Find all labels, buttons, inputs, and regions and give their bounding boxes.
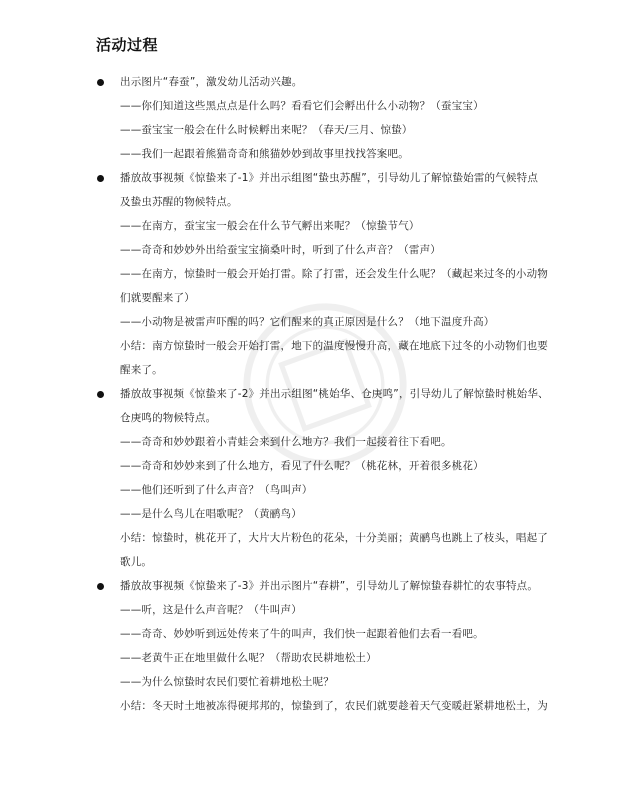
question-line: ——在南方，蚕宝宝一般会在什么节气孵出来呢？（惊蛰节气） bbox=[120, 220, 420, 232]
step-heading-text: 播放故事视频《惊蛰来了-2》并出示组图“桃始华、仓庚鸣”，引导幼儿了解惊蛰时桃始华、 bbox=[120, 388, 549, 400]
question-line: ——在南方，惊蛰时一般会开始打雷。除了打雷，还会发生什么呢？（藏起来过冬的小动物 bbox=[120, 268, 548, 280]
step-heading bbox=[94, 574, 567, 598]
bullet-dot-icon bbox=[97, 79, 104, 86]
summary-line: 小结：南方惊蛰时一般会开始打雷，地下的温度慢慢升高，藏在地底下过冬的小动物们也要 bbox=[120, 340, 548, 352]
question-line: ——我们一起跟着熊猫奇奇和熊猫妙妙到故事里找找答案吧。 bbox=[120, 148, 409, 160]
question-line: ——奇奇和妙妙外出给蚕宝宝摘桑叶时，听到了什么声音？（雷声） bbox=[120, 244, 441, 256]
question-line: ——蚕宝宝一般会在什么时候孵出来呢？（春天/三月、惊蛰） bbox=[120, 124, 413, 136]
question-line: ——老黄牛正在地里做什么呢？（帮助农民耕地松土） bbox=[120, 652, 377, 664]
step-heading-text: 出示图片“春蚕”，激发幼儿活动兴趣。 bbox=[120, 76, 303, 88]
step-heading bbox=[94, 382, 567, 406]
question-line: ——是什么鸟儿在唱歌呢？（黄鹂鸟） bbox=[120, 508, 302, 520]
step-heading-text: 播放故事视频《惊蛰来了-1》并出示组图“蛰虫苏醒”，引导幼儿了解惊蛰始雷的气候特点 bbox=[120, 172, 539, 184]
step-heading-text: 播放故事视频《惊蛰来了-3》并出示图片“春耕”，引导幼儿了解惊蛰春耕忙的农事特点。 bbox=[120, 580, 539, 592]
step-heading bbox=[94, 70, 567, 94]
question-line: ——听，这是什么声音呢？（牛叫声） bbox=[120, 604, 302, 616]
summary-line-continuation: 醒来了。 bbox=[120, 364, 163, 376]
summary-line-continuation: 歌儿。 bbox=[120, 556, 153, 568]
process-step-4 bbox=[94, 574, 567, 718]
bullet-dot-icon bbox=[97, 391, 104, 398]
step-heading-continuation: 仓庚鸣的物候特点。 bbox=[120, 412, 217, 424]
summary-line: 小结：惊蛰时，桃花开了，大片大片粉色的花朵，十分美丽；黄鹂鸟也跳上了枝头，唱起了 bbox=[120, 532, 548, 544]
step-heading bbox=[94, 166, 567, 190]
question-line: ——奇奇、妙妙听到远处传来了牛的叫声，我们快一起跟着他们去看一看吧。 bbox=[120, 628, 484, 640]
question-line: ——他们还听到了什么声音？（鸟叫声） bbox=[120, 484, 313, 496]
step-heading-continuation: 及蛰虫苏醒的物候特点。 bbox=[120, 196, 238, 208]
bullet-dot-icon bbox=[97, 175, 104, 182]
question-line: ——你们知道这些黑点点是什么吗？看看它们会孵出什么小动物？（蚕宝宝） bbox=[120, 100, 484, 112]
question-line-continuation: 们就要醒来了） bbox=[120, 292, 195, 304]
summary-line: 小结：冬天时土地被冻得硬邦邦的，惊蛰到了，农民们就要趁着天气变暖赶紧耕地松土，为 bbox=[120, 700, 548, 712]
question-line: ——小动物是被雷声吓醒的吗？它们醒来的真正原因是什么？（地下温度升高） bbox=[120, 316, 495, 328]
page-title: 活动过程 bbox=[96, 36, 159, 54]
question-line: ——奇奇和妙妙跟着小青蛙会来到什么地方？我们一起接着往下看吧。 bbox=[120, 436, 452, 448]
bullet-dot-icon bbox=[97, 583, 104, 590]
process-step-1 bbox=[94, 70, 567, 166]
question-line: ——为什么惊蛰时农民们要忙着耕地松土呢？ bbox=[120, 676, 334, 688]
question-line: ——奇奇和妙妙来到了什么地方，看见了什么呢？（桃花林，开着很多桃花） bbox=[120, 460, 484, 472]
